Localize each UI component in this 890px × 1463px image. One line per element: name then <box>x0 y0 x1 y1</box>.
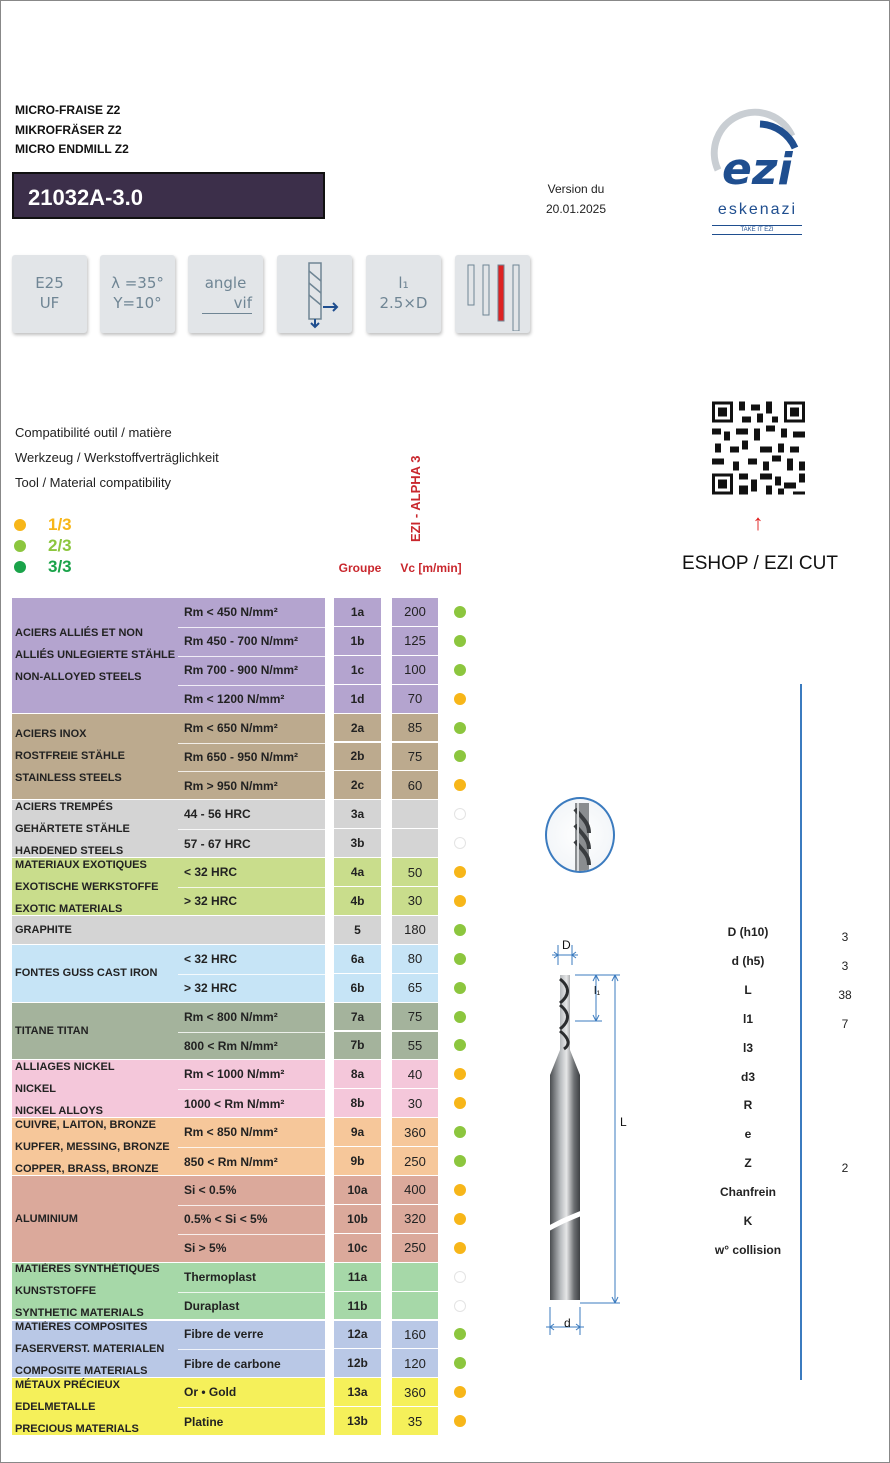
cutting-speed: 65 <box>392 974 438 1002</box>
material-group-code: 4b <box>334 887 381 915</box>
material-condition: < 32 HRC <box>184 951 238 966</box>
cutting-speed: 180 <box>392 916 438 944</box>
material-condition: Rm > 950 N/mm² <box>178 771 325 799</box>
material-condition: Rm < 450 N/mm² <box>184 604 278 619</box>
dimension-label: d (h5) <box>731 953 765 968</box>
material-group <box>12 1378 325 1435</box>
material-group-name: ACIERS TREMPÉS <box>15 800 113 813</box>
material-condition: Rm 700 - 900 N/mm² <box>178 656 325 684</box>
cutting-speed: 40 <box>392 1060 438 1088</box>
tool-tip-photo <box>545 797 615 873</box>
material-group-code: 8b <box>334 1089 381 1117</box>
icon-line: vif <box>202 293 252 314</box>
cutting-speed: 30 <box>392 887 438 915</box>
icon-line: angle <box>204 274 247 292</box>
material-group-name: HARDENED STEELS <box>15 844 124 857</box>
material-group-name: EXOTIC MATERIALS <box>15 902 123 915</box>
logo-tagline: TAKE IT EZI <box>712 225 802 235</box>
material-condition: 1000 < Rm N/mm² <box>178 1089 325 1117</box>
variable-angle-icon <box>188 255 263 333</box>
material-group-code: 6a <box>334 945 381 973</box>
yellow-dot-icon <box>14 519 26 531</box>
material-group-name: MATERIAUX EXOTIQUES <box>15 858 147 871</box>
eshop-link[interactable]: ESHOP / EZI CUT <box>682 553 838 574</box>
material-group-code: 10a <box>334 1176 381 1204</box>
material-group-code: 7a <box>334 1003 381 1031</box>
icon-line: λ =35° <box>111 274 164 292</box>
version-date: 20.01.2025 <box>545 201 607 216</box>
material-group-name: FONTES GUSS CAST IRON <box>15 967 158 980</box>
material-group-names <box>15 858 180 915</box>
material-group-names <box>15 919 180 941</box>
legend-1-3 <box>14 515 72 535</box>
material-group-code: 10b <box>334 1205 381 1233</box>
icon-line: Y=10° <box>113 294 162 312</box>
material-group-name: COMPOSITE MATERIALS <box>15 1364 148 1377</box>
material-group-code: 1a <box>334 598 381 626</box>
cutting-speed: 120 <box>392 1349 438 1377</box>
coating-icon <box>12 255 87 333</box>
material-group-name: CUIVRE, LAITON, BRONZE <box>15 1118 156 1131</box>
legend-label: 2/3 <box>48 536 72 555</box>
material-group-name: STAINLESS STEELS <box>15 772 122 785</box>
label-L: L <box>620 1115 627 1129</box>
material-group-name: ACIERS ALLIÉS ET NON <box>15 627 143 640</box>
material-group-code: 3a <box>334 800 381 828</box>
logo-arc-icon <box>700 108 815 198</box>
material-group-names <box>15 1208 180 1230</box>
material-condition: 57 - 67 HRC <box>178 829 325 857</box>
dimension-label: Z <box>744 1156 752 1171</box>
material-condition: Si < 0.5% <box>184 1182 237 1197</box>
material-group-code: 12b <box>334 1349 381 1377</box>
material-group-name: MÉTAUX PRÉCIEUX <box>15 1378 120 1391</box>
compat-line-de: Werkzeug / Werkstoffverträglichkeit <box>15 450 219 465</box>
material-group-code: 6b <box>334 974 381 1002</box>
material-group-code: 11b <box>334 1292 381 1320</box>
material-group-name: KUNSTSTOFFE <box>15 1285 97 1298</box>
eskenazi-logo <box>700 108 815 233</box>
material-group-code: 4a <box>334 858 381 886</box>
material-group-code: 1b <box>334 627 381 655</box>
dimension-label: e <box>744 1127 752 1142</box>
material-group-code: 1d <box>334 685 381 713</box>
helix-angle-icon <box>100 255 175 333</box>
cutting-length-icon <box>366 255 441 333</box>
material-group-name: EXOTISCHE WERKSTOFFE <box>15 880 159 893</box>
material-condition: Rm < 800 N/mm² <box>184 1009 278 1024</box>
material-condition: > 32 HRC <box>178 974 325 1002</box>
dimension-label: L <box>744 982 752 997</box>
material-group-code: 13a <box>334 1378 381 1406</box>
cutting-direction-icon <box>277 255 352 333</box>
material-group-names <box>15 1118 180 1175</box>
cutting-speed: 70 <box>392 685 438 713</box>
label-D: D <box>562 938 571 952</box>
material-group <box>12 858 325 915</box>
material-condition: 850 < Rm N/mm² <box>178 1147 325 1175</box>
material-group <box>12 1118 325 1175</box>
cutting-speed: 125 <box>392 627 438 655</box>
material-group <box>12 714 325 800</box>
material-group-names <box>15 1378 180 1435</box>
version-label: Version du <box>547 182 605 196</box>
material-condition: Or • Gold <box>184 1385 237 1400</box>
cutting-speed: 160 <box>392 1321 438 1349</box>
material-group-name: ACIERS INOX <box>15 728 87 741</box>
dimension-label: l3 <box>742 1040 753 1055</box>
logo-name: eskenazi <box>717 201 798 218</box>
cutting-speed: 50 <box>392 858 438 886</box>
dimension-label: D (h10) <box>727 925 769 939</box>
title-fr: MICRO-FRAISE Z2 <box>15 103 121 117</box>
material-group-code: 2c <box>334 771 381 799</box>
material-group <box>12 1003 325 1060</box>
material-group-names <box>15 800 180 857</box>
material-group-code: 7b <box>334 1032 381 1060</box>
cutting-speed: 250 <box>392 1234 438 1262</box>
dimension-value: 2 <box>841 1161 849 1176</box>
material-group <box>12 598 325 713</box>
cutting-speed: 30 <box>392 1089 438 1117</box>
qr-code-icon[interactable] <box>712 399 805 497</box>
material-group-name: ALLIÉS UNLEGIERTE STÄHLE <box>15 649 176 662</box>
compat-line-fr: Compatibilité outil / matière <box>15 425 172 440</box>
tool-length-icon <box>455 255 530 333</box>
material-group <box>12 1321 325 1378</box>
icon-line: 2.5×D <box>379 294 428 312</box>
title-de: MIKROFRÄSER Z2 <box>15 122 122 137</box>
material-group-names <box>15 962 180 984</box>
legend-label: 1/3 <box>48 515 72 534</box>
material-group-code: 10c <box>334 1234 381 1262</box>
cutting-speed: 100 <box>392 656 438 684</box>
icon-line: E25 <box>35 274 64 292</box>
material-condition: Thermoplast <box>184 1269 257 1284</box>
material-group-name: KUPFER, MESSING, BRONZE <box>15 1140 170 1153</box>
material-condition: 0.5% < Si < 5% <box>178 1205 325 1233</box>
cutting-speed: 35 <box>392 1407 438 1435</box>
column-header-product: EZI - ALPHA 3 <box>408 455 423 543</box>
icon-line: UF <box>39 294 60 312</box>
logo-mark: ezi <box>722 144 793 195</box>
cutting-speed: 60 <box>392 771 438 799</box>
dimension-value: 7 <box>841 1016 849 1031</box>
material-group-code: 8a <box>334 1060 381 1088</box>
material-group-code: 9b <box>334 1147 381 1175</box>
material-group-name: COPPER, BRASS, BRONZE <box>15 1162 159 1175</box>
material-group-name: NICKEL ALLOYS <box>15 1104 104 1117</box>
product-title-block <box>15 101 129 160</box>
material-group-name: MATIÈRES COMPOSITES <box>15 1320 148 1333</box>
dimension-label: Chanfrein <box>719 1185 776 1200</box>
legend-2-3 <box>14 536 72 556</box>
label-l1: l₁ <box>594 985 601 997</box>
dimension-label: K <box>743 1214 753 1228</box>
cutting-speed: 360 <box>392 1118 438 1146</box>
legend-label: 3/3 <box>48 557 72 576</box>
material-group <box>12 800 325 857</box>
material-group <box>12 1176 325 1262</box>
material-group-name: ALUMINIUM <box>15 1212 78 1225</box>
material-group-name: NICKEL <box>15 1082 56 1095</box>
material-group-name: PRECIOUS MATERIALS <box>15 1422 139 1435</box>
material-group <box>12 1060 325 1117</box>
material-condition: Fibre de verre <box>184 1327 264 1342</box>
icon-line: l₁ <box>398 274 409 292</box>
material-group-name: EDELMETALLE <box>15 1400 96 1413</box>
material-group-names <box>15 723 180 789</box>
material-condition: > 32 HRC <box>178 887 325 915</box>
material-group-name: FASERVERST. MATERIALEN <box>15 1342 165 1355</box>
material-group-code: 13b <box>334 1407 381 1435</box>
column-header-vc: Vc [m/min] <box>400 561 462 575</box>
material-group-code: 3b <box>334 829 381 857</box>
material-condition: 800 < Rm N/mm² <box>178 1032 325 1060</box>
material-group-name: SYNTHETIC MATERIALS <box>15 1307 144 1320</box>
material-group-code: 5 <box>334 916 381 944</box>
material-group <box>12 1263 325 1320</box>
material-group-name: GRAPHITE <box>15 923 72 936</box>
material-condition: Rm 650 - 950 N/mm² <box>178 743 325 771</box>
material-condition: 44 - 56 HRC <box>184 807 251 822</box>
cutting-speed: 250 <box>392 1147 438 1175</box>
dimension-label: d3 <box>740 1069 755 1084</box>
material-group-code: 1c <box>334 656 381 684</box>
material-group-name: MATIÈRES SYNTHÉTIQUES <box>15 1263 160 1276</box>
green-dot-icon <box>14 561 26 573</box>
compat-line-en: Tool / Material compatibility <box>15 475 172 490</box>
material-condition: Fibre de carbone <box>178 1349 325 1377</box>
material-condition: Rm < 850 N/mm² <box>184 1125 278 1140</box>
arrow-up-icon: ↑ <box>752 510 764 535</box>
cutting-speed: 360 <box>392 1378 438 1406</box>
dimension-value: 38 <box>838 987 852 1002</box>
material-condition: Rm < 1000 N/mm² <box>184 1067 285 1082</box>
dimension-label: l1 <box>742 1011 753 1026</box>
material-condition: Rm 450 - 700 N/mm² <box>178 627 325 655</box>
material-condition: Platine <box>178 1407 325 1435</box>
material-group-name: ALLIAGES NICKEL <box>15 1060 115 1073</box>
product-reference: 21032A-3.0 <box>12 172 325 219</box>
legend-3-3 <box>14 557 72 577</box>
material-group-code: 9a <box>334 1118 381 1146</box>
material-group <box>12 945 325 1002</box>
material-group-name: GEHÄRTETE STÄHLE <box>15 822 130 835</box>
version-block <box>520 180 632 219</box>
material-group-code: 12a <box>334 1321 381 1349</box>
material-group <box>12 916 325 944</box>
material-group-name: ROSTFREIE STÄHLE <box>15 750 126 763</box>
material-condition: Si > 5% <box>178 1234 325 1262</box>
material-group-code: 2a <box>334 714 381 742</box>
material-group-name: NON-ALLOYED STEELS <box>15 671 142 684</box>
column-header-group: Groupe <box>338 561 382 575</box>
material-condition: Rm < 1200 N/mm² <box>178 685 325 713</box>
cutting-speed: 85 <box>392 714 438 742</box>
cutting-speed: 200 <box>392 598 438 626</box>
cutting-speed: 55 <box>392 1032 438 1060</box>
material-group-code: 2b <box>334 743 381 771</box>
material-group-names <box>15 1321 180 1378</box>
material-group-names <box>15 622 180 688</box>
dimension-label: R <box>743 1098 753 1113</box>
compat-description <box>15 420 219 495</box>
cutting-speed: 80 <box>392 945 438 973</box>
dimension-label: w° collision <box>714 1242 782 1257</box>
label-d: d <box>564 1316 571 1330</box>
dimension-value: 3 <box>841 958 849 973</box>
material-group-names <box>15 1020 180 1042</box>
dimension-value: 3 <box>841 930 849 944</box>
material-group-names <box>15 1060 180 1117</box>
material-group-names <box>15 1263 180 1320</box>
title-en: MICRO ENDMILL Z2 <box>15 142 129 156</box>
cutting-speed: 75 <box>392 743 438 771</box>
light-green-dot-icon <box>14 540 26 552</box>
material-condition: < 32 HRC <box>184 865 238 880</box>
cutting-speed: 75 <box>392 1003 438 1031</box>
dimension-divider <box>800 684 802 1380</box>
material-condition: Duraplast <box>178 1292 325 1320</box>
cutting-speed: 320 <box>392 1205 438 1233</box>
cutting-speed: 400 <box>392 1176 438 1204</box>
material-group-code: 11a <box>334 1263 381 1291</box>
material-condition: Rm < 650 N/mm² <box>184 720 278 735</box>
material-group-name: TITANE TITAN <box>15 1024 89 1037</box>
